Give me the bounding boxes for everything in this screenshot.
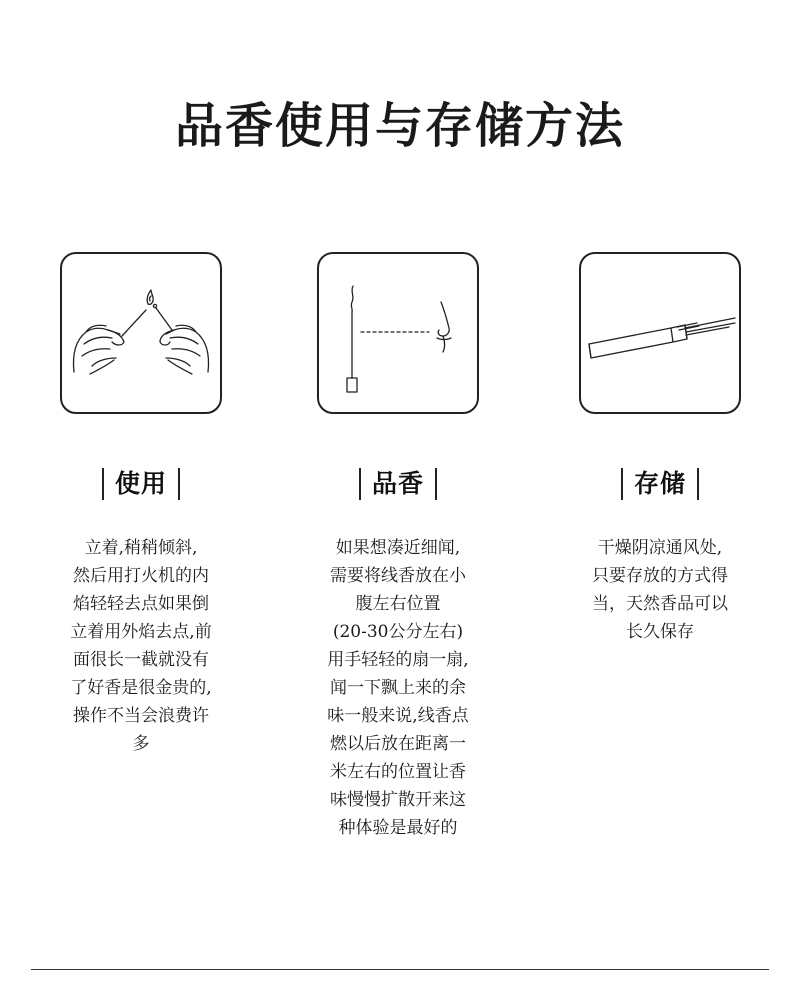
use-description: 立着,稍稍倾斜, 然后用打火机的内 焰轻轻去点如果倒 立着用外焰去点,前 面很长一截就没有 了好香是很金贵的, 操作不当会浪费许 多 [70,538,212,754]
smell-icon-card [317,252,479,414]
incense-and-nose-icon [319,254,477,412]
label-divider [435,468,437,500]
bottom-divider [31,969,769,970]
label-divider [102,468,104,500]
storage-icon-card [579,252,741,414]
label-smell: 品香 [317,466,479,500]
hands-lighting-match-icon [62,254,220,412]
page-title: 品香使用与存储方法 [174,98,625,154]
incense-tube-icon [581,254,739,412]
label-divider [697,468,699,500]
storage-description: 干燥阴凉通风处, 只要存放的方式得 当，天然香品可以 长久保存 [592,538,728,642]
label-divider [178,468,180,500]
use-icon-card [60,252,222,414]
smell-description: 如果想凑近细闻, 需要将线香放在小 腹左右位置 (20-30公分左右) 用手轻轻的扇一扇, 闻一下飘上来的余 味一般来说,线香点 燃以后放在距离一 米左右的位置让香 味慢慢扩散开来这 种体验是最好的 [327,538,469,838]
label-divider [621,468,623,500]
label-use: 使用 [60,466,222,500]
label-divider [359,468,361,500]
label-storage: 存储 [579,466,741,500]
